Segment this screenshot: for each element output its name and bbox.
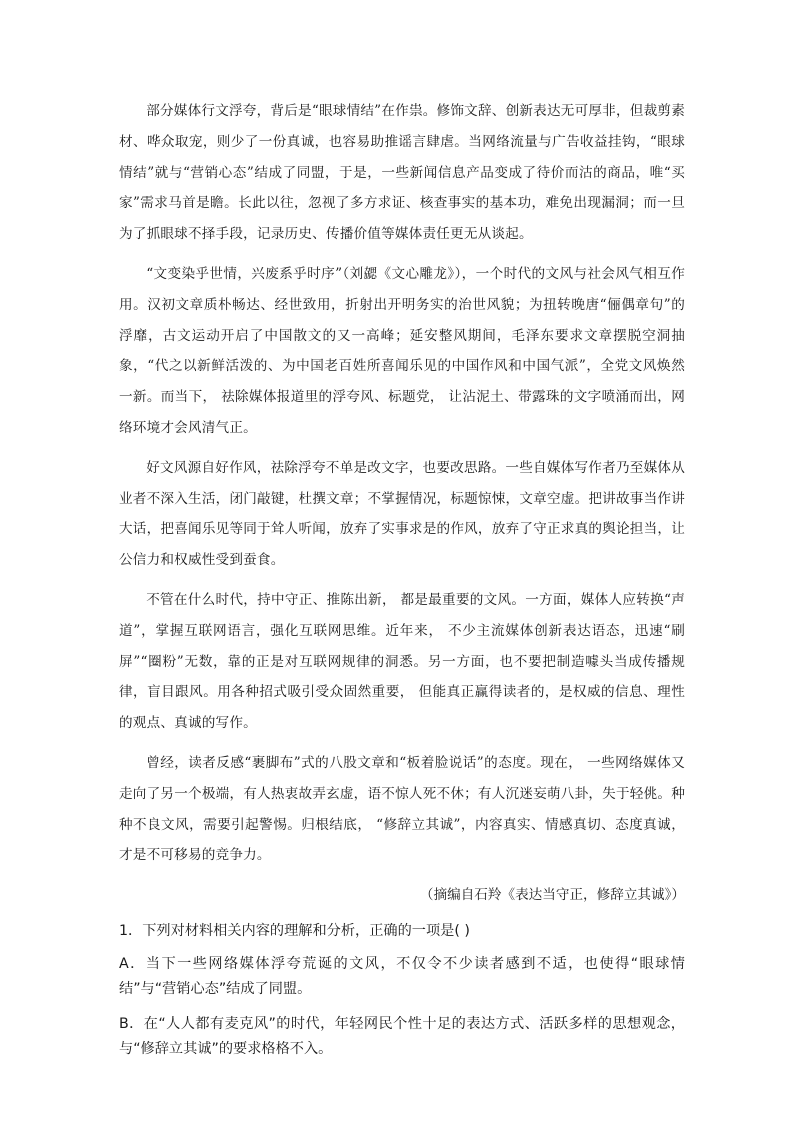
question-stem: 1．下列对材料相关内容的理解和分析，正确的一项是( ) bbox=[119, 923, 470, 940]
article-paragraph-1: 部分媒体行文浮夸，背后是“眼球情结”在作祟。修饰文辞、创新表达无可厚非，但裁剪素材、哗众取宠，则少了一份真诚，也容易助推谣言肆虐。当网络流量与广告收益挂钩，“眼球情结”就与“营销心态”结成了同盟，于是，一些新闻信息产品变成了待价而沽的商品，唯“买家”需求马首是瞻。长此以往，忽视了多方求证、核查事实的基本功，难免出现漏洞；而一旦为了抓眼球不择手段，记录历史、传播价值等媒体责任更无从谈起。 bbox=[119, 103, 685, 243]
article-paragraph-4: 不管在什么时代，持中守正、推陈出新， 都是最重要的文风。一方面，媒体人应转换“声道”，掌握互联网语言，强化互联网思维。近年来， 不少主流媒体创新表达语态，迅速“刷屏”“圈粉”无数，靠的正是对互联网规律的洞悉。另一方面，也不要把制造噱头当成传播规律，盲目跟风。用各种招式吸引受众固然重要， 但能真正赢得读者的，是权威的信息、理性的观点、真诚的写作。 bbox=[119, 591, 685, 732]
article-source: （摘编自石羚《表达当守正，修辞立其诚》） bbox=[419, 887, 685, 904]
article-paragraph-2: “文变染乎世情，兴废系乎时序”（刘勰《文心雕龙》），一个时代的文风与社会风气相互作用。汉初文章质朴畅达、经世致用，折射出开明务实的治世风貌；为扭转晚唐“俪偶章句”的浮靡，古文运动开启了中国散文的又一高峰；延安整风期间，毛泽东要求文章摆脱空洞抽象，“代之以新鲜活泼的、为中国老百姓所喜闻乐见的中国作风和中国气派”，全党文风焕然一新。而当下， 祛除媒体报道里的浮夸风、标题党， 让沾泥土、带露珠的文字喷涌而出，网络环境才会风清气正。 bbox=[119, 265, 685, 436]
document-content bbox=[119, 96, 685, 1072]
question-option-a: A．当下一些网络媒体浮夸荒诞的文风，不仅令不少读者感到不适，也使得“眼球情结”与“营销心态”结成了同盟。 bbox=[119, 956, 685, 998]
article-paragraph-5: 曾经，读者反感“裹脚布”式的八股文章和“板着脸说话”的态度。现在， 一些网络媒体又走向了另一个极端，有人热衷故弄玄虚，语不惊人死不休；有人沉迷妄萌八卦，失于轻佻。种种不良文风，需要引起警惕。归根结底， “修辞立其诚”，内容真实、情感真切、态度真诚，才是不可移易的竞争力。 bbox=[119, 754, 685, 864]
question-option-b: B．在“人人都有麦克风”的时代，年轻网民个性十足的表达方式、活跃多样的思想观念，与“修辞立其诚”的要求格格不入。 bbox=[119, 1016, 685, 1058]
article-paragraph-3: 好文风源自好作风，祛除浮夸不单是改文字，也要改思路。一些自媒体写作者乃至媒体从业者不深入生活，闭门敲键，杜撰文章；不掌握情况，标题惊悚，文章空虚。把讲故事当作讲大话，把喜闻乐见等同于耸人听闻，放弃了实事求是的作风，放弃了守正求真的舆论担当，让公信力和权威性受到蚕食。 bbox=[119, 459, 685, 569]
